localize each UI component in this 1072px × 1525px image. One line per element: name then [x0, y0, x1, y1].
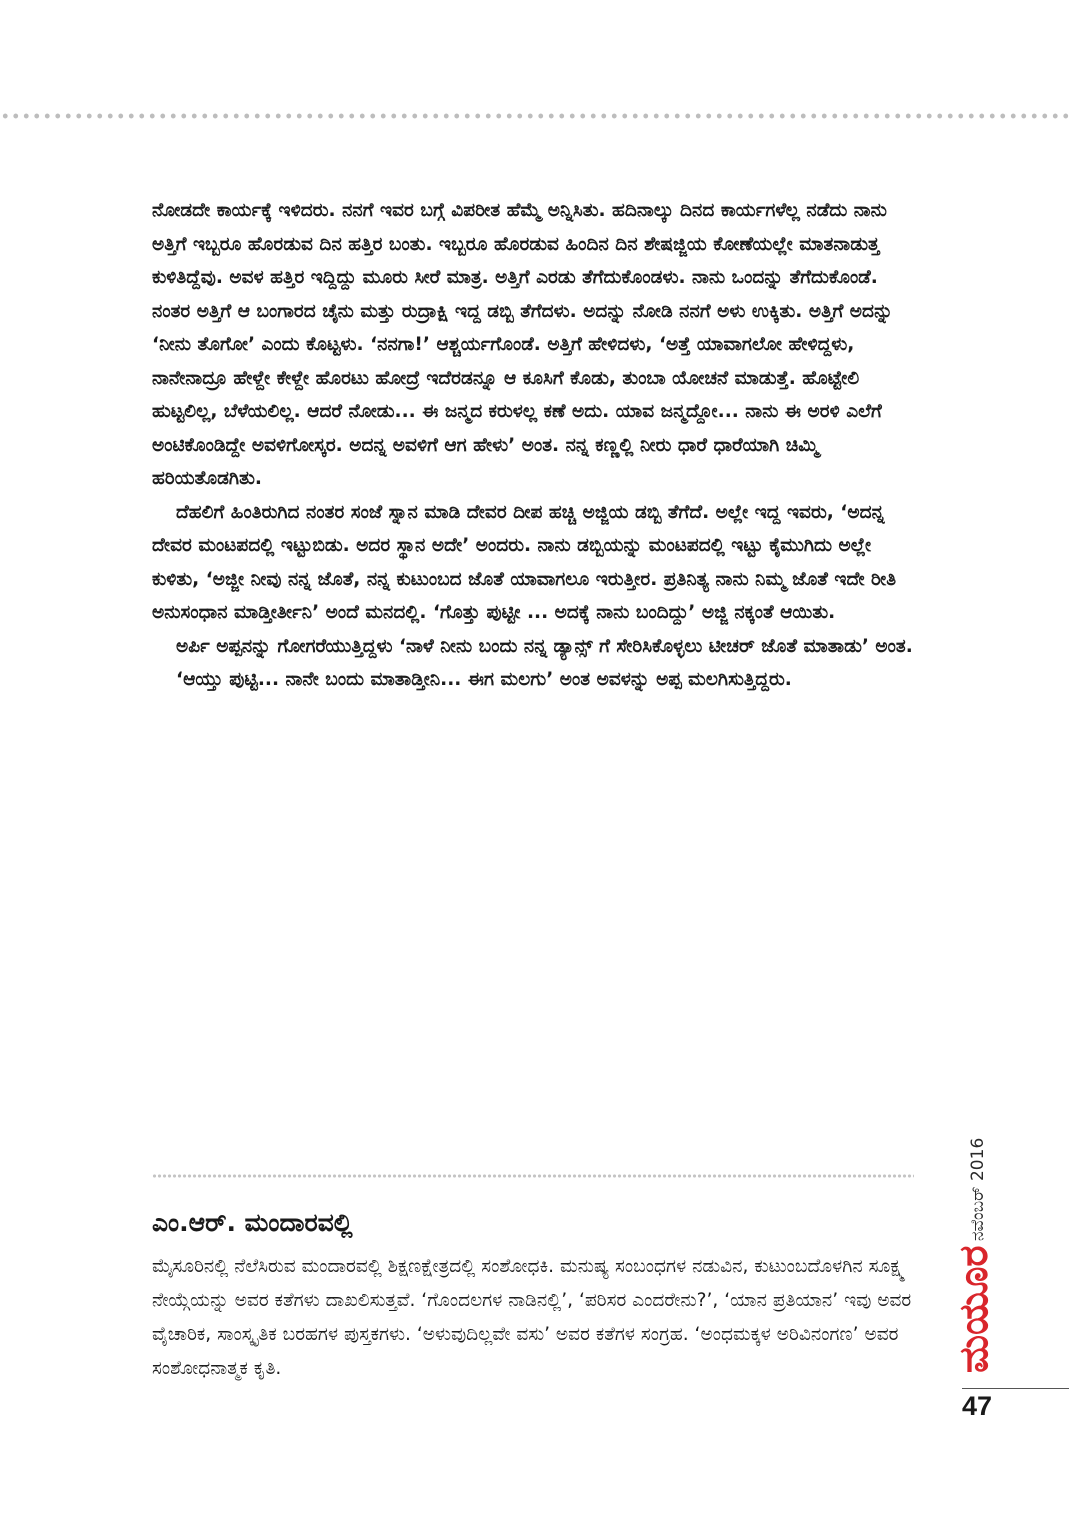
- story-paragraph: ದೆಹಲಿಗೆ ಹಿಂತಿರುಗಿದ ನಂತರ ಸಂಜೆ ಸ್ನಾನ ಮಾಡಿ ದೇವರ ದೀಪ ಹಚ್ಚಿ ಅಜ್ಜಿಯ ಡಬ್ಬಿ ತೆಗೆದೆ. ಅಲ್ಲೇ ಇದ್ದ ಇವರು, ‘ಅದನ್ನ ದೇವರ ಮಂಟಪದಲ್ಲಿ ಇಟ್ಟುಬಿಡು. ಅದರ ಸ್ಥಾನ ಅದೇ’ ಅಂದರು. ನಾನು ಡಬ್ಬಿಯನ್ನು ಮಂಟಪದಲ್ಲಿ ಇಟ್ಟು ಕೈಮುಗಿದು ಅಲ್ಲೇ ಕುಳಿತು, ‘ಅಜ್ಜೀ ನೀವು ನನ್ನ ಜೊತೆ, ನನ್ನ ಕುಟುಂಬದ ಜೊತೆ ಯಾವಾಗಲೂ ಇರುತ್ತೀರ. ಪ್ರತಿನಿತ್ಯ ನಾನು ನಿಮ್ಮ ಜೊತೆ ಇದೇ ರೀತಿ ಅನುಸಂಧಾನ ಮಾಡ್ತೀರ್ತೀನಿ’ ಅಂದೆ ಮನದಲ್ಲಿ. ‘ಗೊತ್ತು ಪುಟ್ಟೀ ... ಅದಕ್ಕೆ ನಾನು ಬಂದಿದ್ದು’ ಅಜ್ಜಿ ನಕ್ಕಂತೆ ಆಯಿತು.: [152, 501, 897, 623]
- author-bio-divider: [152, 1174, 914, 1178]
- top-dotted-rule: [0, 112, 1072, 120]
- author-name: ಎಂ.ಆರ್. ಮಂದಾರವಲ್ಲಿ: [152, 1208, 353, 1237]
- folio-rule: [962, 1388, 1069, 1389]
- story-paragraph: ‘ಆಯ್ತು ಪುಟ್ಟಿ... ನಾನೇ ಬಂದು ಮಾತಾಡ್ತೀನಿ... ಈಗ ಮಲಗು’ ಅಂತ ಅವಳನ್ನು ಅಪ್ಪ ಮಲಗಿಸುತ್ತಿದ್ದರು.: [176, 669, 792, 690]
- story-paragraph: ಅರ್ಪಿ ಅಪ್ಪನನ್ನು ಗೋಗರೆಯುತ್ತಿದ್ದಳು ‘ನಾಳೆ ನೀನು ಬಂದು ನನ್ನ ಡ್ಯಾನ್ಸ್ ಗೆ ಸೇರಿಸಿಕೊಳ್ಳಲು ಟೀಚರ್ ಜೊತೆ ಮಾತಾಡು’ ಅಂತ.: [176, 635, 913, 657]
- author-bio: ಮೈಸೂರಿನಲ್ಲಿ ನೆಲೆಸಿರುವ ಮಂದಾರವಲ್ಲಿ ಶಿಕ್ಷಣಕ್ಷೇತ್ರದಲ್ಲಿ ಸಂಶೋಧಕಿ. ಮನುಷ್ಯ ಸಂಬಂಧಗಳ ನಡುವಿನ, ಕುಟುಂಬದೊಳಗಿನ ಸೂಕ್ಷ್ಮ ನೇಯ್ಗೆಯನ್ನು ಅವರ ಕತೆಗಳು ದಾಖಲಿಸುತ್ತವೆ. ‘ಗೊಂದಲಗಳ ನಾಡಿನಲ್ಲಿ’, ‘ಪರಿಸರ ಎಂದರೇನು?’, ‘ಯಾನ ಪ್ರತಿಯಾನ’ ಇವು ಅವರ ವೈಚಾರಿಕ, ಸಾಂಸ್ಕೃತಿಕ ಬರಹಗಳ ಪುಸ್ತಕಗಳು. ‘ಅಳುವುದಿಲ್ಲವೇ ವಸು’ ಅವರ ಕತೆಗಳ ಸಂಗ್ರಹ. ‘ಅಂಧಮಕ್ಕಳ ಅರಿವಿನಂಗಣ’ ಅವರ ಸಂಶೋಧನಾತ್ಮಕ ಕೃತಿ.: [152, 1256, 912, 1379]
- story-paragraph: ನೋಡದೇ ಕಾರ್ಯಕ್ಕೆ ಇಳಿದರು. ನನಗೆ ಇವರ ಬಗ್ಗೆ ವಿಪರೀತ ಹೆಮ್ಮೆ ಅನ್ನಿಸಿತು. ಹದಿನಾಲ್ಕು ದಿನದ ಕಾರ್ಯಗಳೆಲ್ಲ ನಡೆದು ನಾನು ಅತ್ತಿಗೆ ಇಬ್ಬರೂ ಹೊರಡುವ ದಿನ ಹತ್ತಿರ ಬಂತು. ಇಬ್ಬರೂ ಹೊರಡುವ ಹಿಂದಿನ ದಿನ ಶೇಷಜ್ಜಿಯ ಕೋಣೆಯಲ್ಲೇ ಮಾತನಾಡುತ್ತ ಕುಳಿತಿದ್ದೆವು. ಅವಳ ಹತ್ತಿರ ಇದ್ದಿದ್ದು ಮೂರು ಸೀರೆ ಮಾತ್ರ. ಅತ್ತಿಗೆ ಎರಡು ತೆಗೆದುಕೊಂಡಳು. ನಾನು ಒಂದನ್ನು ತೆಗೆದುಕೊಂಡೆ. ನಂತರ ಅತ್ತಿಗೆ ಆ ಬಂಗಾರದ ಚೈನು ಮತ್ತು ರುದ್ರಾಕ್ಷಿ ಇದ್ದ ಡಬ್ಬಿ ತೆಗೆದಳು. ಅದನ್ನು ನೋಡಿ ನನಗೆ ಅಳು ಉಕ್ಕಿತು. ಅತ್ತಿಗೆ ಅದನ್ನು ‘ನೀನು ತೊಗೋ’ ಎಂದು ಕೊಟ್ಟಳು. ‘ನನಗಾ!’ ಆಶ್ಚರ್ಯಗೊಂಡೆ. ಅತ್ತಿಗೆ ಹೇಳಿದಳು, ‘ಅತ್ತೆ ಯಾವಾಗಲೋ ಹೇಳಿದ್ದಳು, ನಾನೇನಾದ್ರೂ ಹೇಳ್ದೇ ಕೇಳ್ದೇ ಹೊರಟು ಹೋದ್ರೆ ಇದೆರಡನ್ನೂ ಆ ಕೂಸಿಗೆ ಕೊಡು, ತುಂಬಾ ಯೋಚನೆ ಮಾಡುತ್ತೆ. ಹೊಟ್ಟೇಲಿ ಹುಟ್ಟಲಿಲ್ಲ, ಬೆಳೆಯಲಿಲ್ಲ. ಆದರೆ ನೋಡು... ಈ ಜನ್ಮದ ಕರುಳಲ್ಲ ಕಣೆ ಅದು. ಯಾವ ಜನ್ಮದ್ದೋ... ನಾನು ಈ ಅರಳಿ ಎಲೆಗೆ ಅಂಟಿಕೊಂಡಿದ್ದೇ ಅವಳಿಗೋಸ್ಕರ. ಅದನ್ನ ಅವಳಿಗೆ ಆಗ ಹೇಳು’ ಅಂತ. ನನ್ನ ಕಣ್ಣಲ್ಲಿ ನೀರು ಧಾರೆ ಧಾರೆಯಾಗಿ ಚಿಮ್ಮಿ ಹರಿಯತೊಡಗಿತು.: [152, 200, 893, 489]
- page-number: 47: [962, 1391, 993, 1421]
- story-body: [152, 194, 922, 697]
- issue-date: ನವೆಂಬರ್ 2016: [968, 1137, 988, 1241]
- magazine-logo: ಮಯೂರ: [951, 1245, 997, 1373]
